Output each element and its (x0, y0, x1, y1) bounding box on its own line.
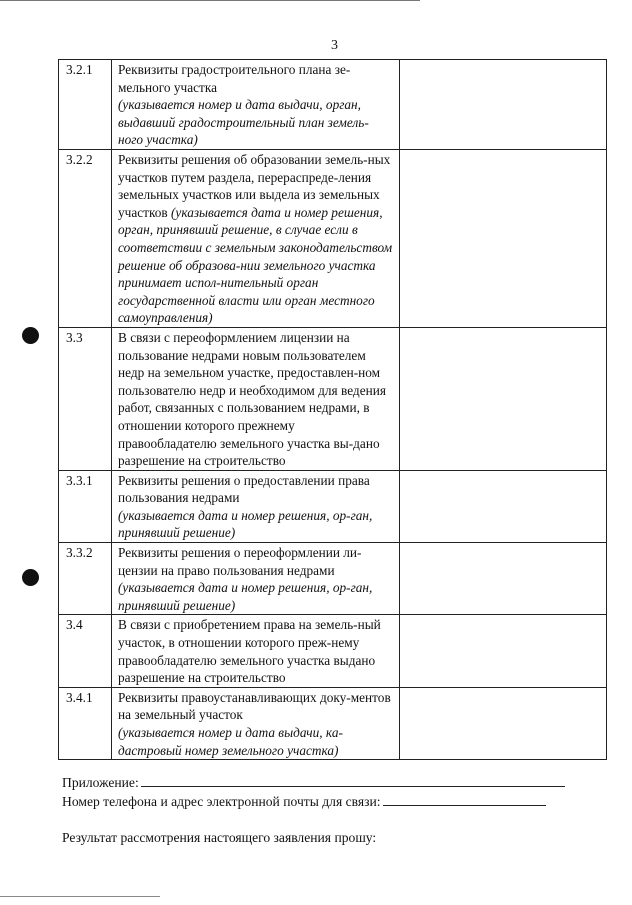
table-row (59, 470, 607, 542)
row-value-cell[interactable] (400, 327, 607, 470)
row-hint: (указывается дата и номер решения, ор-ган, принявший решение) (118, 507, 373, 541)
row-description (112, 615, 400, 687)
punch-hole (22, 569, 39, 586)
row-value-cell[interactable] (400, 543, 607, 615)
row-number: 3.4.1 (59, 687, 112, 759)
row-description (112, 543, 400, 615)
row-hint: (указывается номер и дата выдачи, орган, выдавший градостроительный план земель-ного участка) (118, 97, 369, 148)
row-value-cell[interactable] (400, 687, 607, 759)
table-row (59, 687, 607, 759)
attachment-field[interactable] (141, 785, 565, 787)
scan-edge-line (0, 0, 420, 1)
row-number: 3.3.2 (59, 543, 112, 615)
row-description (112, 60, 400, 150)
row-title: Реквизиты решения о переоформлении ли-цензии на право пользования недрами (118, 545, 362, 578)
application-table (58, 59, 607, 760)
contact-line (62, 794, 546, 810)
attachment-label: Приложение: (62, 775, 139, 790)
row-description (112, 687, 400, 759)
row-title: В связи с переоформлением лицензии на пользование недрами новым пользователем недр на земельном участке, предоставлен-ном пользователю недр и необходимом для ведения работ, связанных с пользованием недрами, в отношении которого прежнему правообладателю земельного участка вы-дано разрешение на строительство (118, 329, 386, 469)
row-number: 3.2.2 (59, 150, 112, 328)
row-title: Реквизиты градостроительного плана зе-мельного участка (118, 62, 351, 95)
row-title: Реквизиты решения об образовании земель-ных участков путем раздела, перераспреде-ления земельных участков или выдела из земельных участков (118, 152, 391, 220)
row-description (112, 150, 400, 328)
row-title: В связи с приобретением права на земель-ный участок, в отношении которого преж-нему правообладателю земельного участка выдано разрешение на строительство (118, 617, 381, 686)
result-line (62, 830, 376, 846)
table-row (59, 615, 607, 687)
row-hint: (указывается номер и дата выдачи, ка-дастровый номер земельного участка) (118, 725, 343, 758)
table-row (59, 60, 607, 150)
row-title: Реквизиты правоустанавливающих доку-ментов на земельный участок (118, 689, 391, 723)
page-number: 3 (331, 38, 338, 53)
attachment-line (62, 775, 565, 791)
table-row (59, 327, 607, 470)
row-number: 3.2.1 (59, 60, 112, 150)
row-description (112, 327, 400, 470)
row-description (112, 470, 400, 542)
row-hint: (указывается дата и номер решения, ор-ган, принявший решение) (118, 580, 373, 613)
punch-hole (22, 327, 39, 344)
row-number: 3.4 (59, 615, 112, 687)
table-row (59, 150, 607, 328)
row-hint: (указывается дата и номер решения, орган, принявший решение, в случае если в соответствии с земельным законодательством решение об образова-нии земельного участка принимает испол-нительный орган государственной власти или орган местного самоуправления) (118, 204, 393, 326)
row-value-cell[interactable] (400, 150, 607, 328)
row-number: 3.3.1 (59, 470, 112, 542)
table-row (59, 543, 607, 615)
row-value-cell[interactable] (400, 470, 607, 542)
result-label: Результат рассмотрения настоящего заявления прошу: (62, 830, 377, 845)
scan-edge-line (0, 896, 160, 897)
contact-label: Номер телефона и адрес электронной почты для связи: (62, 794, 381, 809)
row-title: Реквизиты решения о предоставлении права пользования недрами (118, 472, 370, 506)
contact-field[interactable] (383, 804, 546, 806)
row-value-cell[interactable] (400, 615, 607, 687)
row-value-cell[interactable] (400, 60, 607, 150)
row-number: 3.3 (59, 327, 112, 470)
